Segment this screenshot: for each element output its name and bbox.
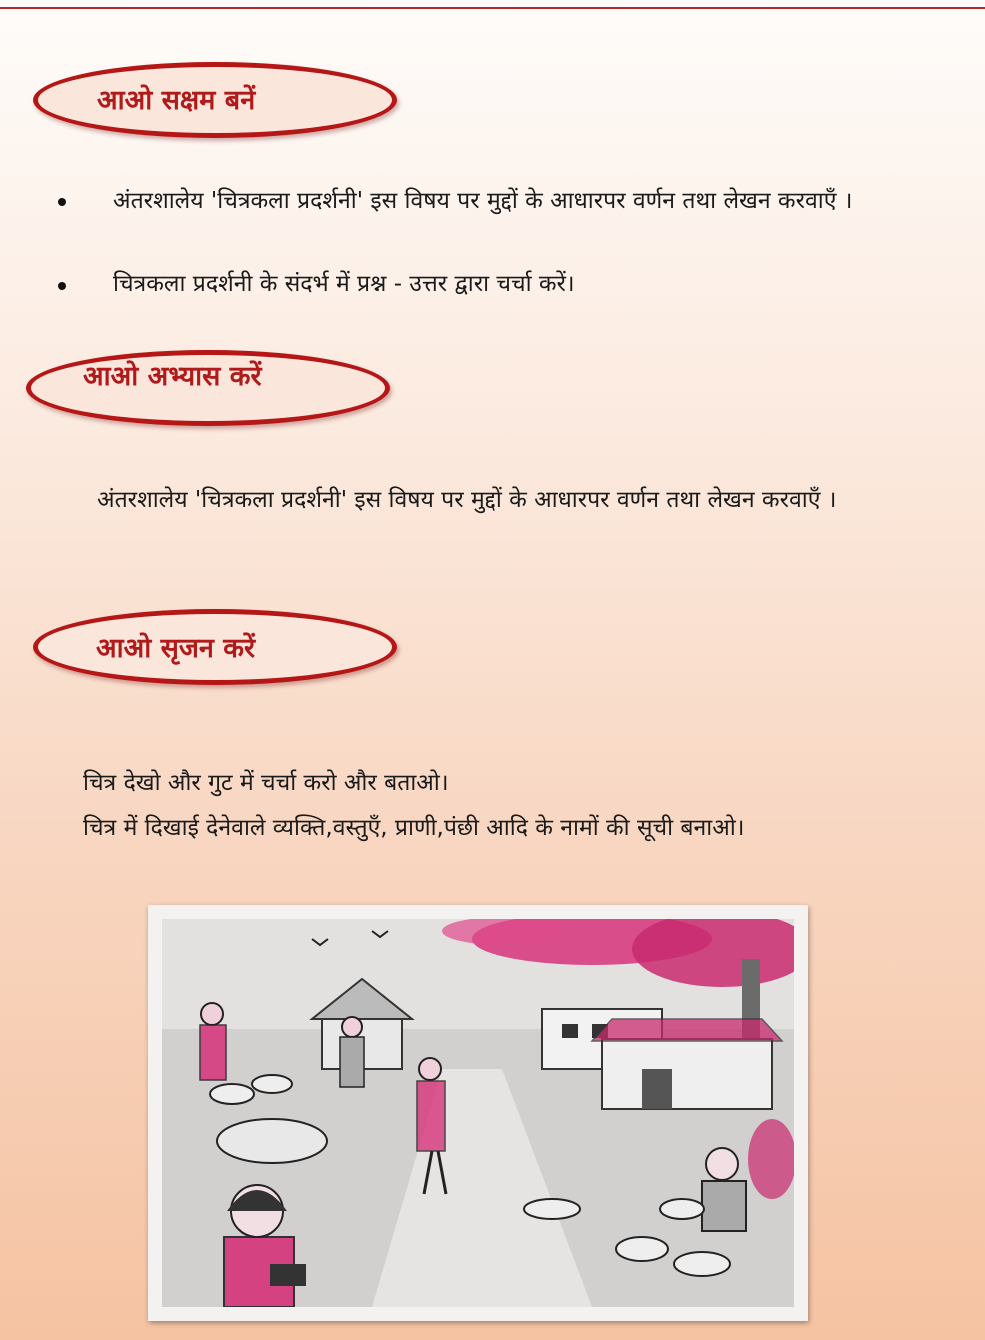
practice-text: अंतरशालेय 'चित्रकला प्रदर्शनी' इस विषय पर मुद्दों के आधारपर वर्णन तथा लेखन करवाएँ । [97,487,837,513]
bullet-item-1: अंतरशालेय 'चित्रकला प्रदर्शनी' इस विषय पर मुद्दों के आधारपर वर्णन तथा लेखन करवाएँ । [113,188,853,214]
top-rule [0,7,985,9]
illustration-frame [148,905,808,1321]
bullet-icon [58,198,66,206]
instruction-line-2: चित्र में दिखाई देनेवाले व्यक्ति,वस्तुएँ, प्राणी,पंछी आदि के नामों की सूची बनाओ। [83,815,745,841]
village-scene-illustration [162,919,794,1307]
section-title-srijan: आओ सृजन करें [96,633,256,664]
instruction-line-1: चित्र देखो और गुट में चर्चा करो और बताओ। [83,770,449,796]
section-title-saksham: आओ सक्षम बनें [97,85,256,116]
bullet-item-2: चित्रकला प्रदर्शनी के संदर्भ में प्रश्न - उत्तर द्वारा चर्चा करें। [113,271,575,297]
section-title-abhyas: आओ अभ्यास करें [83,361,262,392]
bullet-icon [58,282,66,290]
